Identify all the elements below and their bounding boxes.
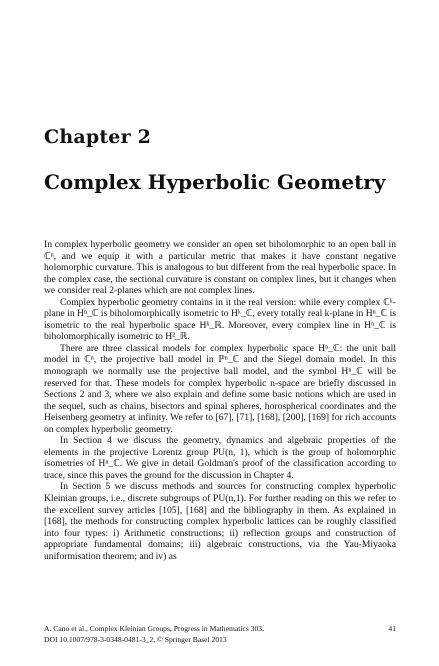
paragraph: There are three classical models for complex hyperbolic space Hⁿ_ℂ: the unit ball model in ℂⁿ, the projective ball model in ℙⁿ_ℂ and the Siegel domain model. In this monograph we normally use the projective ball model, and the symbol Hⁿ_ℂ will be reserved for that. These models for complex hyperbolic n-space are briefly discussed in Sections 2 and 3, where we also explain and define some basic notions which are used in the sequel, such as chains, bisectors and spinal spheres, horospherical coordinates and the Heisenberg geometry at infinity. We refer to [67], [71], [168], [200], [169] for rich accounts on complex hyperbolic geometry.	[44, 342, 396, 435]
paragraph: In complex hyperbolic geometry we consider an open set biholomorphic to an open ball in ℂⁿ, and we equip it with a particular metric that makes it have constant negative holomorphic curvature. This is analogous to but different from the real hyperbolic space. In the complex case, the sectional curvature is constant on complex lines, but it changes when we consider real 2-planes which are not complex lines.	[44, 239, 396, 297]
chapter-label: Chapter 2	[44, 126, 152, 148]
body-text	[44, 239, 396, 562]
paragraph: Complex hyperbolic geometry contains in it the real version: while every complex ℂᵏ-plane in Hⁿ_ℂ is biholomorphically isometric to Hᵏ_ℂ, every totally real k-plane in Hⁿ_ℂ is isometric to the real hyperbolic space Hᵏ_ℝ. Moreover, every complex line in Hⁿ_ℂ is biholomorphically isometric to H²_ℝ.	[44, 296, 396, 343]
paragraph: In Section 5 we discuss methods and sources for constructing complex hyperbolic Kleinian groups, i.e., discrete subgroups of PU(n,1). For further reading on this we refer to the excellent survey articles [105], [168] and the bibliography in them. As explained in [168], the methods for constructing complex hyperbolic lattices can be roughly classified into four types: i) Arithmetic constructions; ii) reflection groups and construction of appropriate fundamental domains; iii) algebraic constructions, via the Yau-Miyaoka uniformisation theorem; and iv) as	[44, 481, 396, 562]
page-number: 41	[388, 624, 396, 633]
footer-citation: A. Cano et al., Complex Kleinian Groups, Progress in Mathematics 303,	[44, 624, 264, 633]
footer-doi: DOI 10.1007/978-3-0348-0481-3_2, © Springer Basel 2013	[44, 635, 227, 644]
chapter-title: Complex Hyperbolic Geometry	[44, 170, 386, 194]
page-footer	[44, 623, 396, 645]
paragraph: In Section 4 we discuss the geometry, dynamics and algebraic properties of the elements in the projective Lorentz group PU(n, 1), which is the group of holomorphic isometries of Hⁿ_ℂ. We give in detail Goldman's proof of the classification according to trace, since this paves the ground for the discussion in Chapter 4.	[44, 435, 396, 481]
